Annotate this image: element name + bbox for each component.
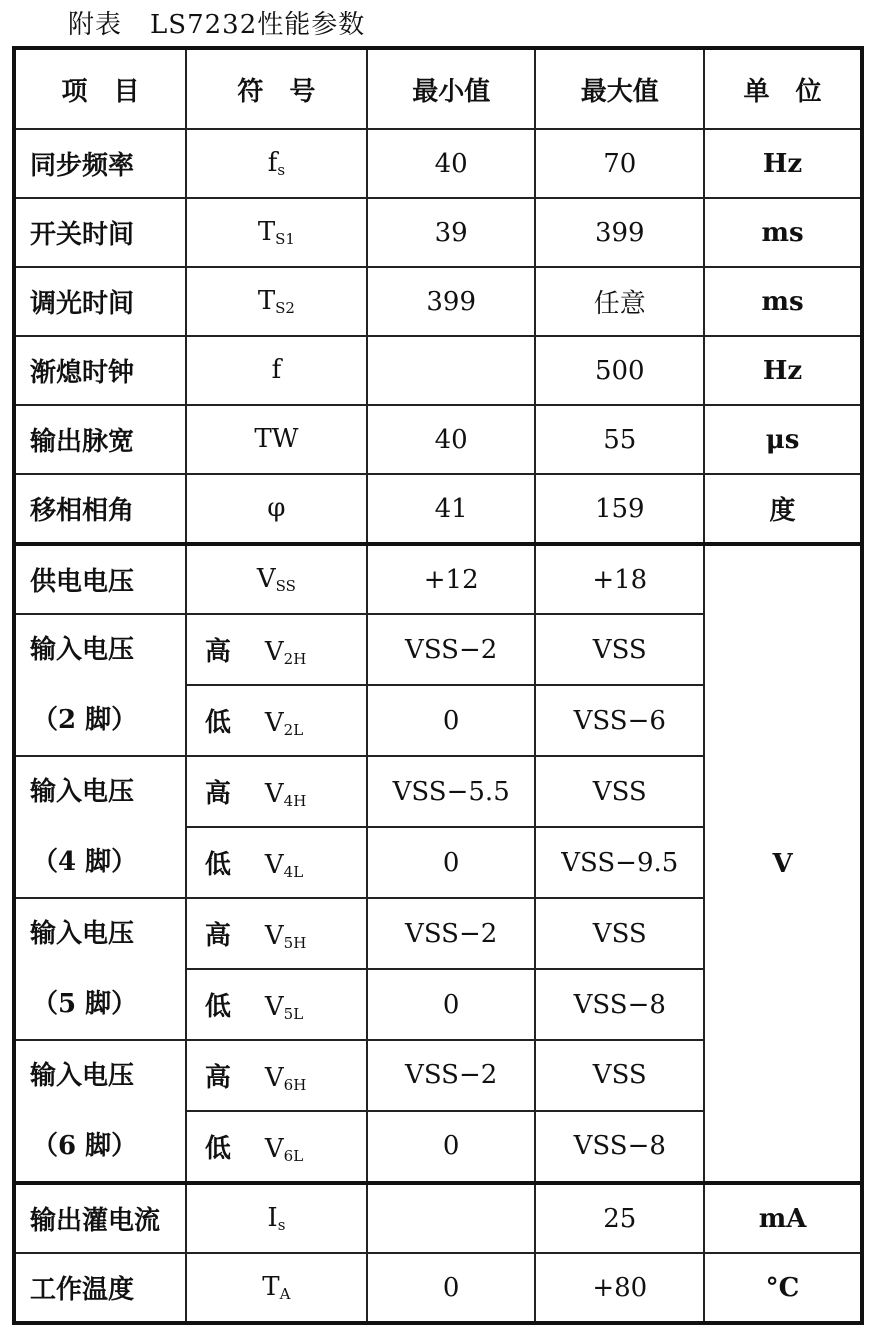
text: 度 [769,496,796,526]
table-row [14,198,862,267]
symbol-cell [186,1040,367,1111]
unit-cell [704,336,862,405]
text: 输出脉宽 [30,427,135,457]
symbol-cell [186,614,367,685]
subscript: s [277,161,286,179]
text: 调光时间 [30,289,135,319]
min-cell [367,1183,536,1253]
min-cell [367,969,536,1040]
min-cell [367,544,536,614]
item-cell [14,1183,186,1253]
caption-name: LS7232性能参数 [150,10,366,40]
item-cell [14,898,186,1040]
level-text: 低 [204,1133,231,1164]
value-text: 0 [442,989,460,1020]
level-text: 低 [204,850,231,880]
max-cell [535,474,704,544]
max-cell [535,1040,704,1111]
text: 40 [434,424,468,455]
text: 供电电压 [30,567,135,597]
value-text: VSS−9.5 [561,847,679,878]
max-cell [535,898,704,969]
item-cell [14,474,186,544]
item-cell [14,405,186,474]
item-cell [14,1253,186,1323]
text: T [257,217,276,247]
min-cell [367,474,536,544]
text: f [267,148,278,178]
pin-text: （4 脚） [32,847,138,877]
text: 同步频率 [30,151,135,181]
max-cell [535,267,704,336]
text: φ [267,493,286,523]
text: 70 [603,148,637,179]
text: V [264,637,284,667]
text: 开关时间 [30,220,135,250]
level-text: 高 [204,779,231,809]
item-cell [14,267,186,336]
text: 500 [594,355,645,386]
subscript: 6H [283,1075,307,1094]
header-symbol: 符 号 [186,48,367,129]
min-cell [367,267,536,336]
table-row [14,1183,862,1253]
text: V [264,992,284,1022]
text: 输入电压 [30,635,135,665]
header-min: 最小值 [367,48,536,129]
value-text: VSS [592,776,647,807]
text: V [264,1062,284,1093]
symbol-cell [186,336,367,405]
level-text: 高 [204,921,231,951]
value-text: VSS−5.5 [392,776,510,807]
min-cell [367,129,536,198]
table-row [14,129,862,198]
subscript: s [277,1216,286,1234]
subscript: S1 [275,230,295,248]
text: V [772,848,793,879]
text: f [271,355,282,385]
text: V [264,850,284,880]
text: 159 [594,493,645,524]
text: 55 [603,424,637,455]
min-cell [367,756,536,827]
unit-cell [704,267,862,336]
text: 41 [434,493,468,524]
unit-cell-voltage [704,544,862,1183]
item-cell [14,129,186,198]
text: V [264,921,284,951]
text: V [264,779,284,809]
subscript: 2H [283,650,307,668]
text: 工作温度 [30,1275,135,1305]
text: ms [761,217,804,248]
level-text: 高 [204,637,231,667]
text: Hz [762,148,803,179]
unit-cell [704,198,862,267]
header-item: 项 目 [14,48,186,129]
subscript: SS [275,577,296,595]
caption-label: 附表 [68,10,123,40]
subscript: 4L [283,863,304,881]
symbol-cell [186,1183,367,1253]
item-cell [14,614,186,756]
level-text: 低 [204,992,231,1022]
table-row [14,544,862,614]
subscript: 2L [283,721,304,739]
min-cell [367,1111,536,1183]
subscript: 6L [283,1146,304,1165]
min-cell [367,336,536,405]
min-cell [367,405,536,474]
table-row [14,267,862,336]
pin-text: （2 脚） [32,705,138,735]
item-cell [14,198,186,267]
min-cell [367,827,536,898]
symbol-cell [186,827,367,898]
text: 任意 [593,289,646,319]
header-unit: 单 位 [704,48,862,129]
value-text: VSS−8 [573,989,666,1020]
value-text: VSS−2 [405,918,498,949]
symbol-cell [186,756,367,827]
value-text: VSS−6 [573,705,666,736]
text: 0 [442,1272,460,1303]
unit-cell [704,474,862,544]
subscript: A [279,1285,291,1303]
max-cell [535,129,704,198]
text: Hz [762,355,803,386]
symbol-cell [186,267,367,336]
text: T [262,1272,280,1302]
table-row [14,405,862,474]
value-text: VSS [592,1060,647,1091]
max-cell [535,756,704,827]
symbol-cell [186,969,367,1040]
text: 渐熄时钟 [30,358,135,388]
max-cell [535,405,704,474]
text: 399 [426,286,477,317]
min-cell [367,1253,536,1323]
text: 39 [434,217,468,248]
value-text: 0 [442,1131,460,1162]
text: ms [761,286,804,317]
max-cell [535,198,704,267]
subscript: 5L [283,1005,304,1023]
max-cell [535,969,704,1040]
unit-cell [704,405,862,474]
text: mA [758,1203,807,1234]
value-text: VSS−8 [573,1131,666,1162]
min-cell [367,685,536,756]
text: 25 [603,1203,637,1234]
text: +12 [423,564,479,595]
max-cell [535,336,704,405]
symbol-cell [186,198,367,267]
min-cell [367,614,536,685]
symbol-cell [186,129,367,198]
min-cell [367,1040,536,1111]
value-text: VSS [592,634,647,665]
table-row [14,1253,862,1323]
level-text: 低 [204,708,231,738]
value-text: 0 [442,847,460,878]
item-cell [14,336,186,405]
value-text: VSS−2 [405,1060,498,1091]
subscript: 5H [283,934,307,952]
text: TW [254,424,299,454]
text: I [267,1203,278,1233]
value-text: 0 [442,705,460,736]
header-row [14,48,862,129]
table-caption [68,4,393,41]
min-cell [367,898,536,969]
symbol-cell [186,544,367,614]
symbol-cell [186,898,367,969]
text: V [264,1133,284,1164]
text: 输入电压 [30,919,135,949]
max-cell [535,1183,704,1253]
text: °C [765,1272,800,1303]
text: 输出灌电流 [30,1206,161,1236]
text: 输入电压 [30,1061,135,1091]
max-cell [535,1253,704,1323]
symbol-cell [186,685,367,756]
symbol-cell [186,1111,367,1183]
max-cell [535,544,704,614]
text: 399 [594,217,645,248]
performance-table [12,46,864,1325]
pin-text: （6 脚） [32,1131,138,1161]
header-max: 最大值 [535,48,704,129]
value-text: VSS [592,918,647,949]
item-cell [14,544,186,614]
text: T [257,286,276,316]
symbol-cell [186,474,367,544]
text: +18 [592,564,648,595]
table-row [14,474,862,544]
subscript: S2 [275,299,295,317]
text: 输入电压 [30,777,135,807]
max-cell [535,614,704,685]
max-cell [535,827,704,898]
table-row [14,336,862,405]
text: 移相相角 [30,496,135,526]
value-text: VSS−2 [405,634,498,665]
text: V [264,708,284,738]
item-cell [14,1040,186,1183]
min-cell [367,198,536,267]
pin-text: （5 脚） [32,989,138,1019]
unit-cell [704,1183,862,1253]
unit-cell [704,1253,862,1323]
text: 40 [434,148,468,179]
max-cell [535,1111,704,1183]
symbol-cell [186,1253,367,1323]
level-text: 高 [204,1062,231,1093]
unit-cell [704,129,862,198]
max-cell [535,685,704,756]
subscript: 4H [283,792,307,810]
text: V [256,564,276,594]
item-cell [14,756,186,898]
text: μs [765,424,800,455]
text: +80 [592,1272,648,1303]
symbol-cell [186,405,367,474]
